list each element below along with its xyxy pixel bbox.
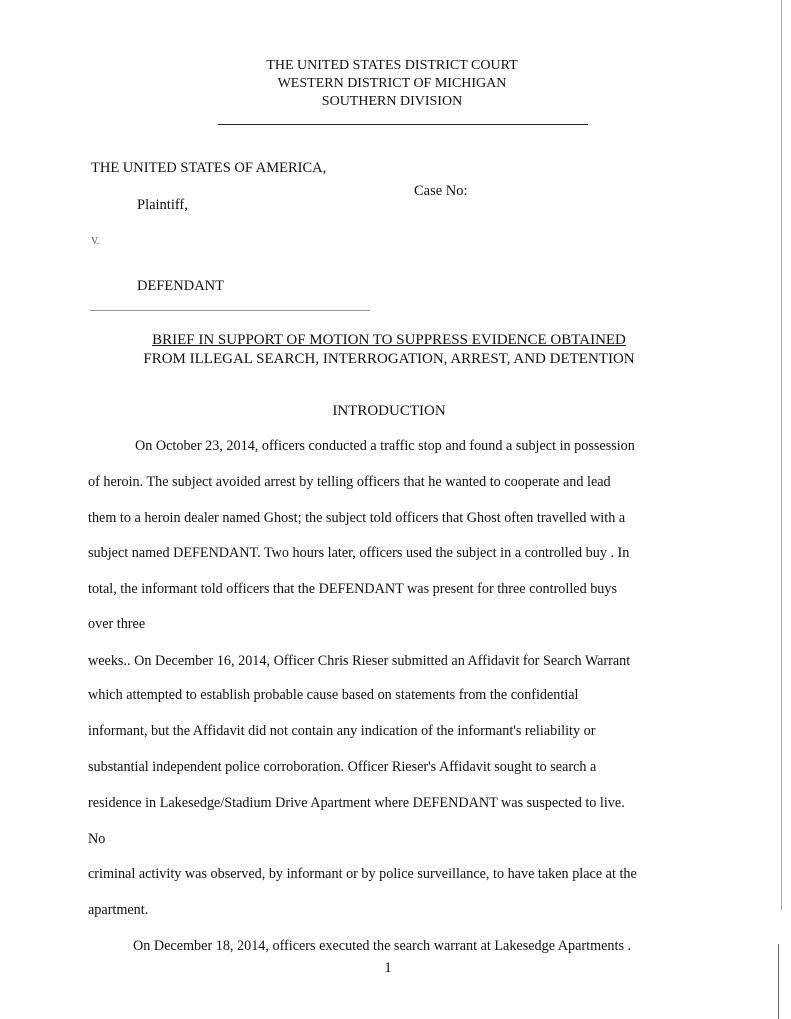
right-margin-line [781, 0, 782, 910]
body-line: substantial independent police corroboration. Officer Rieser's Affidavit sought to search a [88, 759, 597, 775]
section-heading: INTRODUCTION [332, 403, 446, 419]
caption-rule [90, 310, 370, 311]
document-title [0, 331, 778, 369]
right-margin-line-lower [778, 944, 779, 1019]
body-line: informant, but the Affidavit did not contain any indication of the informant's reliability or [88, 723, 596, 739]
body-line: over three [88, 616, 146, 632]
court-division: SOUTHERN DIVISION [321, 94, 463, 109]
body-line: total, the informant told officers that the DEFENDANT was present for three controlled buys [88, 581, 618, 597]
title-line-1: BRIEF IN SUPPORT OF MOTION TO SUPPRESS EVIDENCE OBTAINED [152, 332, 626, 348]
body-line: On December 18, 2014, officers executed the search warrant at Lakesedge Apartments . [133, 938, 632, 954]
court-district: WESTERN DISTRICT OF MICHIGAN [277, 76, 507, 91]
court-name: THE UNITED STATES DISTRICT COURT [266, 58, 518, 73]
plaintiff-role: Plaintiff, [137, 197, 188, 213]
body-line: subject named DEFENDANT. Two hours later, officers used the subject in a controlled buy . In [88, 545, 630, 561]
body-line: apartment. [88, 902, 149, 918]
case-number-label: Case No: [414, 183, 468, 199]
title-line-2: FROM ILLEGAL SEARCH, INTERROGATION, ARREST, AND DETENTION [143, 351, 635, 367]
body-line: No [88, 831, 106, 847]
body-line: which attempted to establish probable cause based on statements from the confidential [88, 687, 579, 703]
versus-label: V. [91, 236, 100, 247]
body-line: of heroin. The subject avoided arrest by telling officers that he wanted to cooperate and lead [88, 474, 611, 490]
body-line: them to a heroin dealer named Ghost; the subject told officers that Ghost often travelled with a [88, 510, 626, 526]
body-line: weeks.. On December 16, 2014, Officer Chris Rieser submitted an Affidavit for Search Warrant [88, 653, 631, 669]
defendant-name: DEFENDANT [137, 278, 224, 294]
court-header [0, 57, 784, 111]
body-line: On October 23, 2014, officers conducted a traffic stop and found a subject in possession [135, 438, 635, 454]
plaintiff-name: THE UNITED STATES OF AMERICA, [91, 160, 327, 176]
body-line: criminal activity was observed, by informant or by police surveillance, to have taken place at the [88, 866, 637, 882]
header-rule [218, 124, 588, 125]
body-line: residence in Lakesedge/Stadium Drive Apartment where DEFENDANT was suspected to live. [88, 795, 625, 811]
page-number: 1 [384, 960, 392, 976]
